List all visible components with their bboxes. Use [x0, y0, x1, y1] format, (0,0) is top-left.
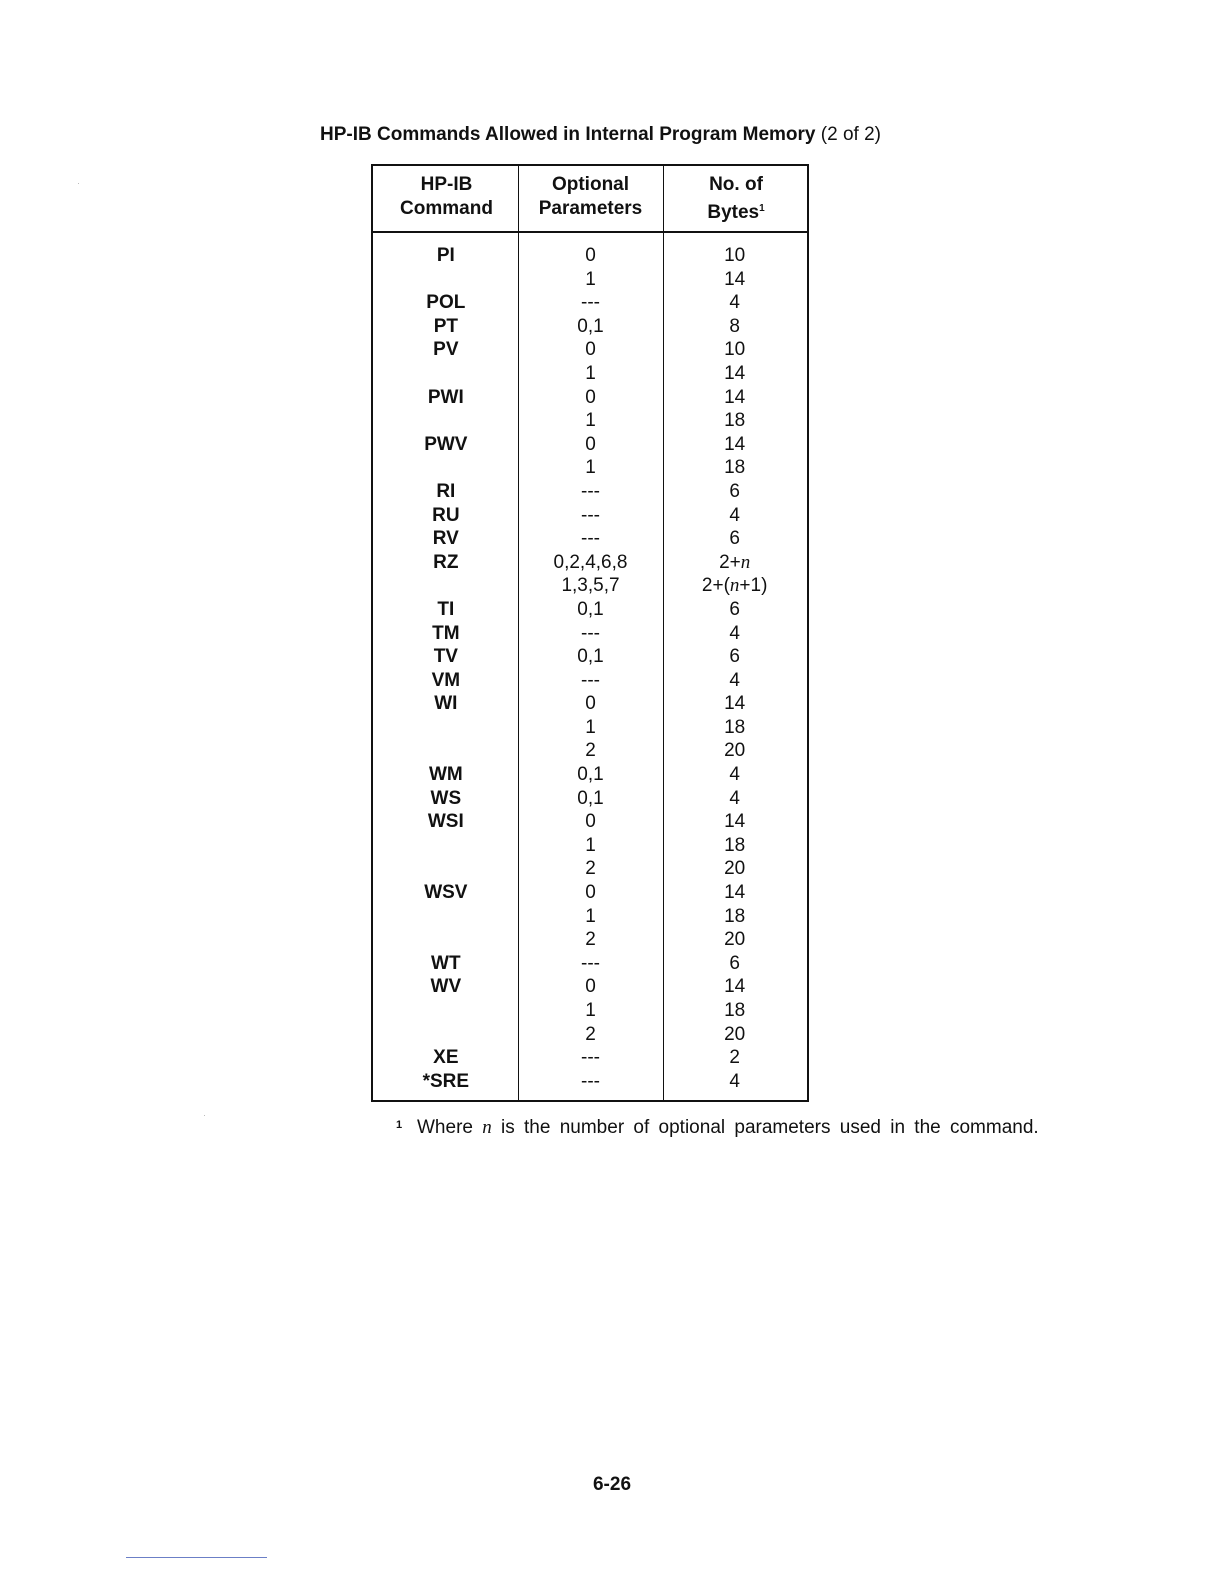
cell-command — [373, 905, 519, 929]
cell-bytes: 6 — [729, 952, 740, 974]
table-title — [320, 124, 881, 146]
footnote-mark: 1 — [396, 1119, 403, 1131]
cell-bytes: 14 — [724, 386, 746, 408]
table-row — [373, 952, 807, 976]
cell-command: WT — [431, 952, 461, 974]
cell-command: XE — [433, 1047, 459, 1069]
cell-bytes: 10 — [724, 339, 746, 361]
cell-parameters: 0 — [585, 976, 596, 998]
footnote-variable: n — [482, 1117, 492, 1138]
table-row — [373, 362, 807, 386]
cell-bytes: 4 — [729, 504, 740, 526]
footnote-marker: 1 — [759, 202, 765, 214]
table-row — [373, 716, 807, 740]
table-row — [373, 1046, 807, 1070]
cell-parameters: --- — [581, 669, 600, 691]
table-row — [373, 810, 807, 834]
cell-parameters: --- — [581, 292, 600, 314]
cell-bytes: 18 — [724, 834, 746, 856]
table-row — [373, 834, 807, 858]
cell-parameters: --- — [581, 528, 600, 550]
cell-bytes: 14 — [724, 693, 746, 715]
cell-parameters: --- — [581, 504, 600, 526]
table-row — [373, 787, 807, 811]
table-row — [373, 905, 807, 929]
cell-parameters: 0 — [585, 811, 596, 833]
footnote — [396, 1116, 1046, 1140]
cell-bytes: 18 — [724, 457, 746, 479]
cell-command: TV — [433, 646, 458, 668]
table-row — [373, 1023, 807, 1047]
cell-bytes: 18 — [724, 716, 746, 738]
cell-command: PI — [436, 245, 455, 266]
cell-parameters: 0,1 — [577, 646, 604, 668]
table-row — [373, 975, 807, 999]
table-row — [373, 669, 807, 693]
cell-bytes: 14 — [724, 433, 746, 455]
cell-parameters: --- — [581, 480, 600, 502]
cell-bytes: 20 — [724, 858, 746, 880]
cell-command: WI — [434, 693, 458, 715]
cell-parameters: --- — [581, 1070, 600, 1092]
cell-command: RZ — [433, 551, 459, 573]
cell-bytes — [662, 551, 807, 575]
cell-command: RI — [436, 480, 456, 502]
table-row — [373, 291, 807, 315]
cell-parameters: --- — [581, 622, 600, 644]
bytes-variable: n — [740, 551, 751, 573]
cell-parameters: --- — [581, 1047, 600, 1069]
cell-command: POL — [426, 292, 466, 314]
cell-parameters: 0 — [585, 386, 596, 408]
cell-parameters: 0 — [585, 693, 596, 715]
cell-parameters: 1,3,5,7 — [561, 575, 620, 597]
commands-table — [371, 164, 809, 1102]
table-row — [373, 739, 807, 763]
cell-command — [373, 739, 519, 763]
bytes-variable: n — [729, 575, 740, 597]
table-row — [373, 551, 807, 575]
header-bytes-line1: No. of — [709, 174, 763, 195]
cell-bytes: 4 — [729, 787, 740, 809]
header-parameters-line2: Parameters — [538, 197, 643, 219]
table-row — [373, 386, 807, 410]
table-row — [373, 881, 807, 905]
scan-speck — [204, 1115, 205, 1116]
cell-bytes: 4 — [729, 1070, 740, 1092]
table-row — [373, 928, 807, 952]
header-command — [373, 173, 520, 220]
cell-command: WV — [430, 976, 462, 998]
header-bytes-line2 — [663, 197, 809, 225]
cell-bytes: 14 — [724, 268, 746, 290]
cell-parameters: 1 — [585, 905, 596, 927]
table-row — [373, 409, 807, 433]
cell-command — [373, 716, 519, 740]
cell-parameters: 0 — [585, 882, 596, 904]
table-row — [373, 527, 807, 551]
cell-bytes: 20 — [724, 929, 746, 951]
cell-parameters: --- — [581, 952, 600, 974]
cell-parameters: 2 — [585, 929, 596, 951]
cell-parameters: 0 — [585, 339, 596, 361]
cell-parameters: 2 — [585, 1023, 596, 1045]
table-row — [373, 456, 807, 480]
cell-parameters: 0,2,4,6,8 — [553, 551, 628, 573]
bytes-prefix: 2+ — [719, 551, 741, 573]
cell-parameters: 1 — [585, 362, 596, 384]
cell-parameters: 0 — [585, 245, 596, 266]
cell-command: WSV — [424, 882, 468, 904]
header-bytes-label: Bytes — [707, 201, 760, 223]
header-command-line1: HP-IB — [420, 174, 473, 195]
cell-parameters: 0,1 — [577, 315, 604, 337]
cell-command: WS — [430, 787, 462, 809]
cell-bytes: 20 — [724, 740, 746, 762]
cell-command: RV — [432, 528, 459, 550]
cell-command — [373, 834, 519, 858]
cell-bytes: 14 — [724, 882, 746, 904]
bottom-rule — [126, 1557, 267, 1558]
table-row — [373, 763, 807, 787]
cell-parameters: 1 — [585, 834, 596, 856]
cell-command — [373, 574, 519, 598]
cell-bytes: 18 — [724, 410, 746, 432]
table-row — [373, 268, 807, 292]
cell-bytes: 14 — [724, 811, 746, 833]
bytes-suffix: +1) — [739, 575, 768, 597]
header-divider — [373, 231, 807, 233]
cell-bytes: 10 — [724, 245, 746, 266]
cell-command — [373, 362, 519, 386]
cell-bytes: 20 — [724, 1023, 746, 1045]
table-row — [373, 315, 807, 339]
table-row — [373, 244, 807, 268]
cell-command: TI — [437, 598, 455, 620]
cell-bytes: 4 — [729, 669, 740, 691]
cell-parameters: 0 — [585, 433, 596, 455]
table-row — [373, 598, 807, 622]
header-command-line2: Command — [400, 197, 493, 219]
table-row — [373, 504, 807, 528]
cell-command: PV — [433, 339, 459, 361]
table-row — [373, 645, 807, 669]
table-title-main: HP-IB Commands Allowed in Internal Program Memory — [320, 124, 816, 145]
header-parameters — [518, 173, 663, 220]
cell-parameters: 1 — [585, 457, 596, 479]
cell-parameters: 1 — [585, 410, 596, 432]
cell-command — [373, 409, 519, 433]
cell-parameters: 2 — [585, 740, 596, 762]
cell-parameters: 1 — [585, 268, 596, 290]
cell-command: VM — [431, 669, 461, 691]
cell-parameters: 0,1 — [577, 598, 604, 620]
cell-bytes: 4 — [729, 622, 740, 644]
table-body — [373, 244, 807, 1093]
header-parameters-line1: Optional — [551, 174, 630, 195]
table-row — [373, 692, 807, 716]
cell-command — [373, 928, 519, 952]
footnote-post: is the number of optional parameters used in the command. — [501, 1117, 1039, 1138]
cell-bytes: 6 — [729, 646, 740, 668]
cell-parameters: 2 — [585, 858, 596, 880]
cell-bytes: 14 — [724, 362, 746, 384]
table-row — [373, 480, 807, 504]
cell-parameters: 0,1 — [577, 764, 604, 786]
footnote-pre: Where — [417, 1117, 473, 1138]
table-row — [373, 1070, 807, 1094]
cell-bytes: 8 — [729, 315, 740, 337]
cell-command: WM — [428, 764, 463, 786]
table-row — [373, 622, 807, 646]
table-row — [373, 574, 807, 598]
cell-command: WSI — [427, 811, 464, 833]
cell-command — [373, 456, 519, 480]
table-row — [373, 433, 807, 457]
cell-command: TM — [432, 622, 460, 644]
bytes-prefix: 2+( — [701, 575, 730, 597]
cell-bytes: 18 — [724, 1000, 746, 1021]
cell-parameters: 1 — [585, 716, 596, 738]
cell-bytes: 18 — [724, 905, 746, 927]
header-bytes — [663, 173, 809, 224]
cell-bytes: 6 — [729, 598, 740, 620]
cell-command — [373, 1023, 519, 1047]
cell-parameters: 1 — [585, 1000, 596, 1021]
cell-command — [373, 857, 519, 881]
cell-command — [373, 268, 519, 292]
scan-speck — [78, 183, 79, 184]
cell-command — [373, 999, 519, 1023]
cell-command: PT — [433, 315, 458, 337]
cell-parameters: 0,1 — [577, 787, 604, 809]
cell-bytes: 2 — [729, 1047, 740, 1069]
cell-bytes — [662, 574, 807, 598]
page-number: 6-26 — [592, 1474, 632, 1495]
cell-bytes: 4 — [729, 292, 740, 314]
footnote-text — [417, 1116, 1046, 1140]
table-row — [373, 857, 807, 881]
cell-bytes: 4 — [729, 764, 740, 786]
cell-command: PWV — [424, 433, 468, 455]
table-title-suffix: (2 of 2) — [820, 124, 881, 145]
table-row — [373, 999, 807, 1023]
table-row — [373, 338, 807, 362]
cell-bytes: 14 — [724, 976, 746, 998]
cell-bytes: 6 — [729, 528, 740, 550]
cell-bytes: 6 — [729, 480, 740, 502]
cell-command: PWI — [427, 386, 464, 408]
cell-command: RU — [432, 504, 460, 526]
cell-command: *SRE — [422, 1070, 470, 1092]
